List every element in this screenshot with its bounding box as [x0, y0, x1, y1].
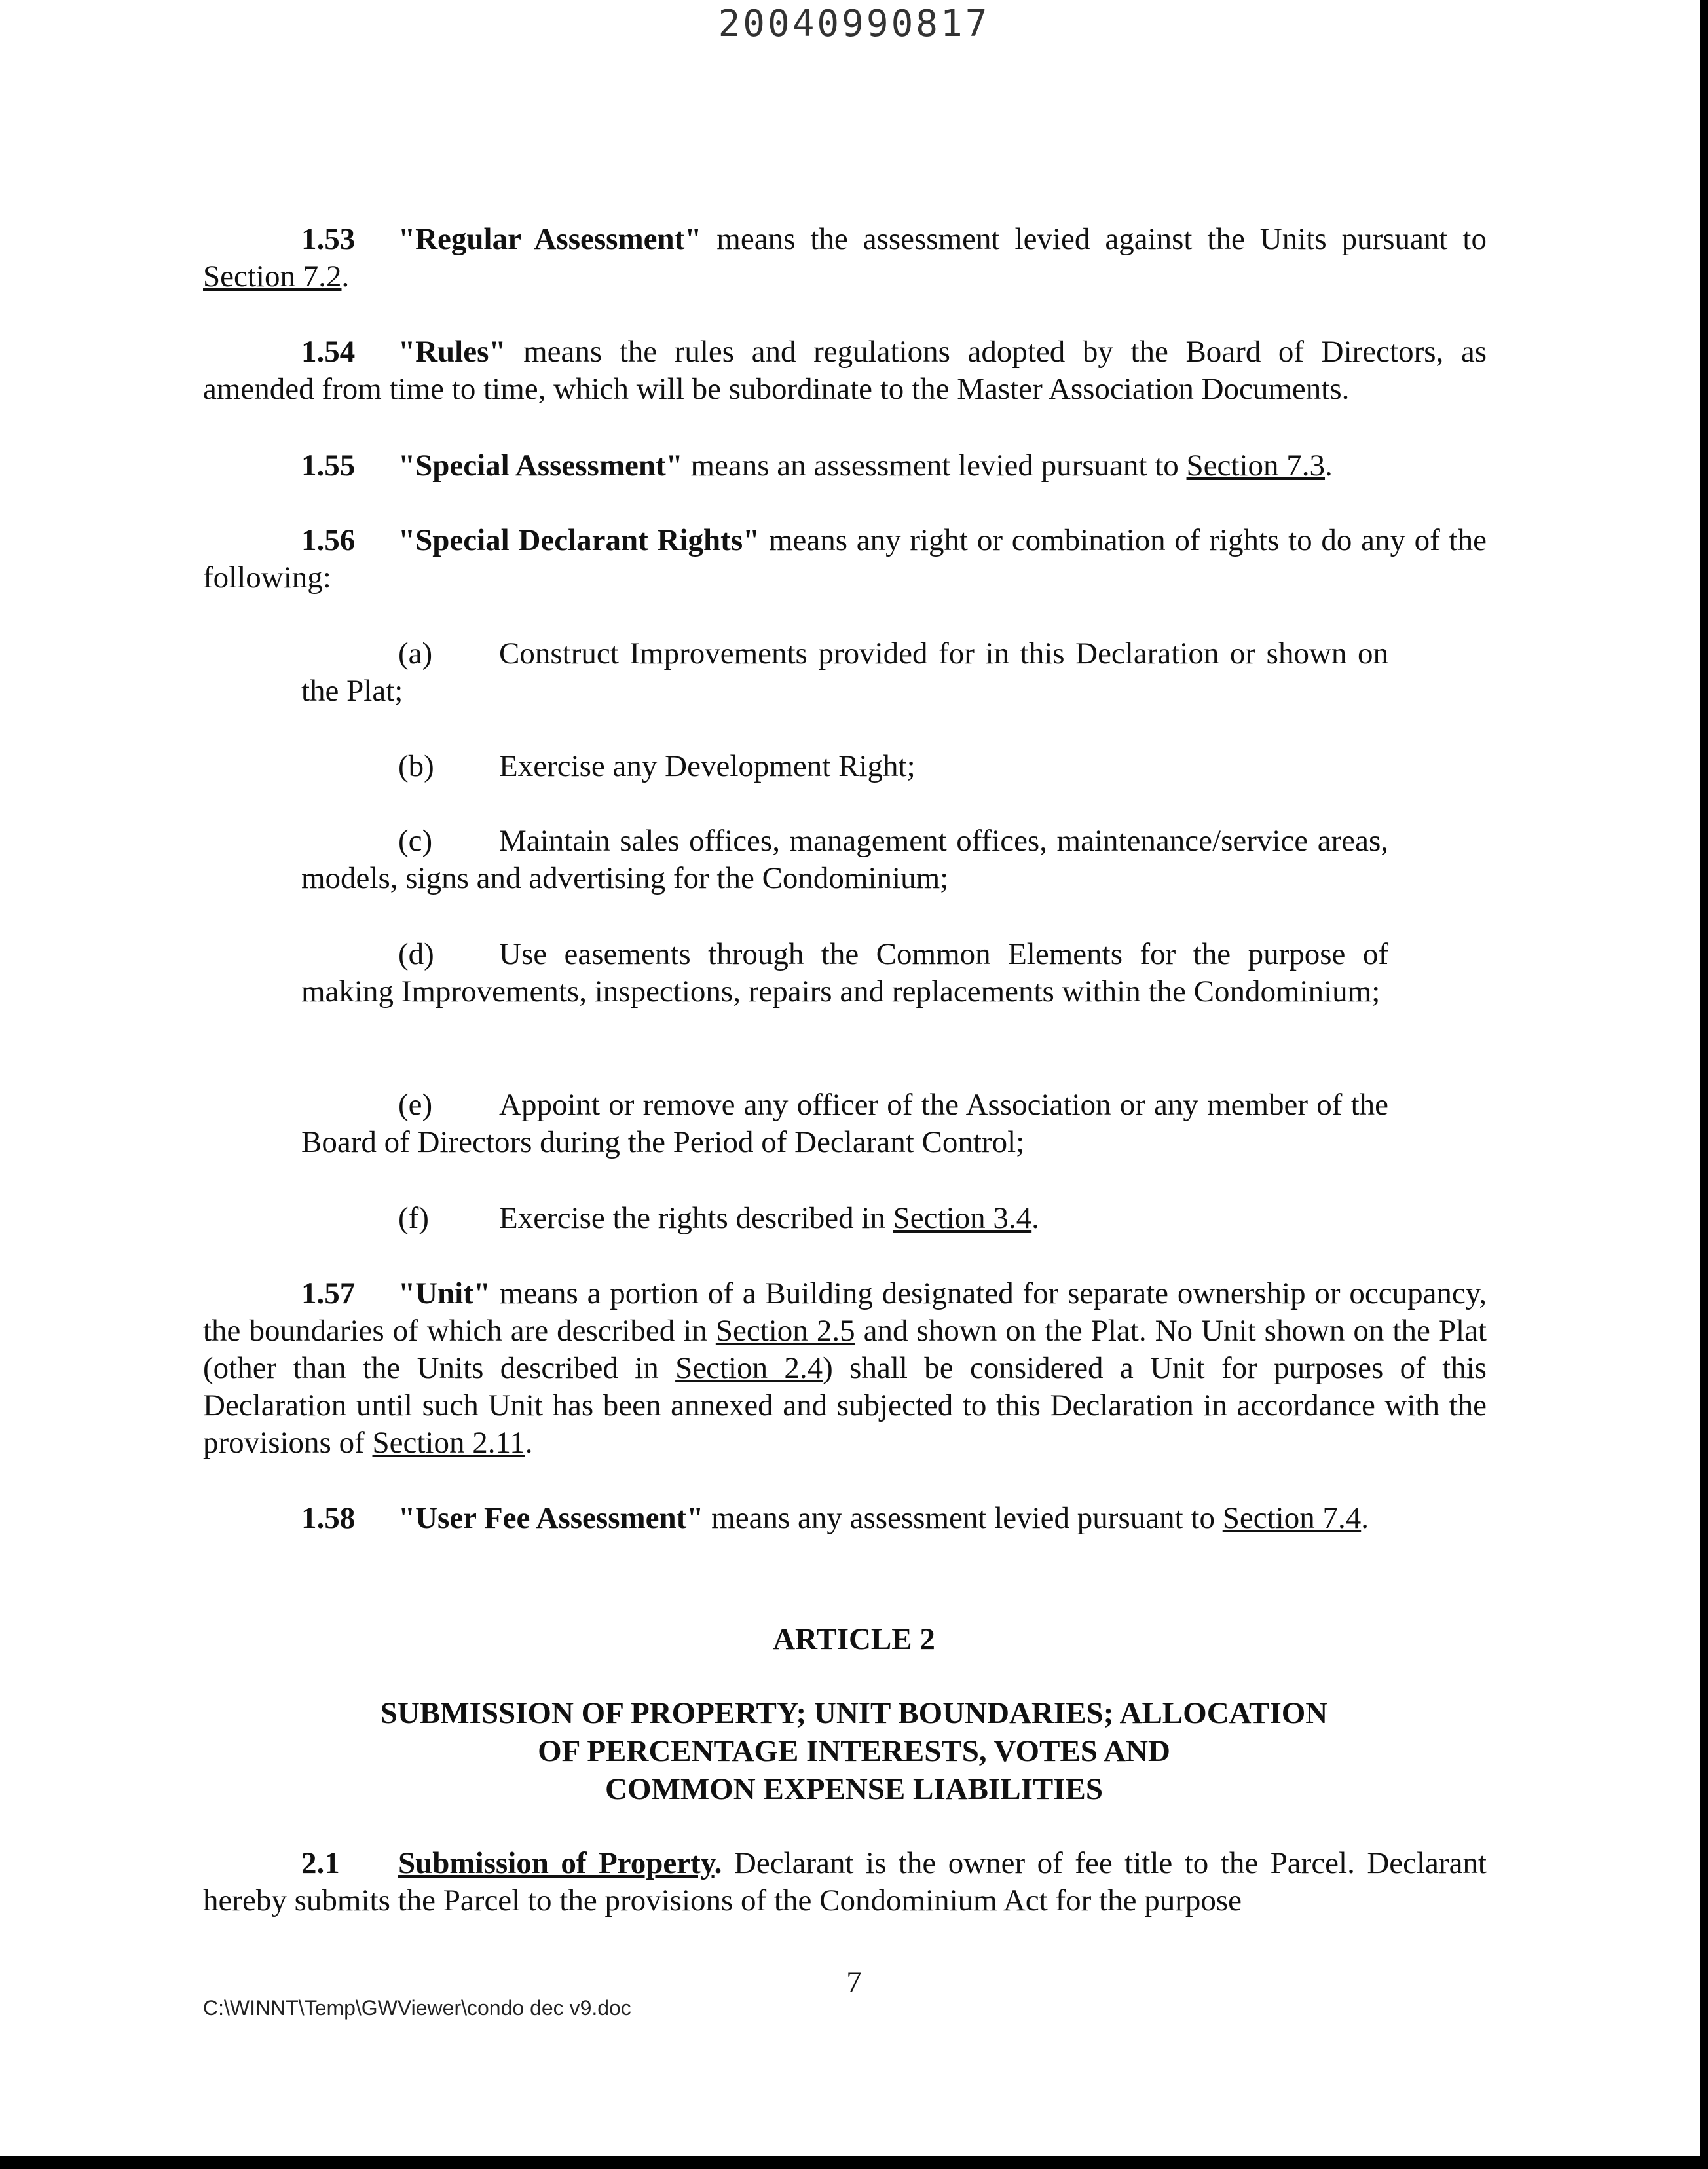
sub-item-letter: (e) — [398, 1088, 433, 1122]
sub-item-text: Use easements through the Common Elements for the purpose of making Improvements, inspections, repairs and replacements within the Condominium; — [301, 937, 1388, 1009]
definition-term: "Special Assessment" — [398, 449, 683, 483]
sub-item-letter: (d) — [398, 937, 434, 971]
sub-item-c — [301, 823, 1388, 897]
section-title: Submission of Property — [398, 1846, 715, 1880]
section-text: Declarant is the owner of fee title to the Parcel. Declarant hereby submits the Parcel to the provisions of the Condominium Act for the purpose — [203, 1846, 1487, 1918]
footer-file-path: C:\WINNT\Temp\GWViewer\condo dec v9.doc — [203, 1996, 631, 2020]
definition-term: "Rules" — [398, 335, 506, 369]
section-reference-link[interactable]: Section 2.11 — [372, 1426, 525, 1460]
sub-item-text: Construct Improvements provided for in this Declaration or shown on the Plat; — [301, 637, 1388, 708]
sub-item-text: Exercise any Development Right; — [499, 749, 916, 783]
definition-term: "User Fee Assessment" — [398, 1501, 704, 1535]
definition-1-54 — [203, 333, 1487, 408]
sub-item-letter: (f) — [398, 1201, 429, 1235]
sub-item-letter: (c) — [398, 824, 433, 858]
sub-item-a — [301, 635, 1388, 710]
section-reference-link[interactable]: Section 7.3 — [1186, 449, 1326, 483]
sub-item-text: Maintain sales offices, management offices, maintenance/service areas, models, signs and advertising for the Condominium; — [301, 824, 1388, 895]
definition-term: "Special Declarant Rights" — [398, 523, 760, 557]
definition-text: means the rules and regulations adopted by the Board of Directors, as amended from time to time, which will be subordinate to the Master Association Documents. — [203, 335, 1487, 406]
section-reference-link[interactable]: Section 7.2 — [203, 259, 342, 293]
definition-number: 1.54 — [301, 335, 356, 369]
section-reference-link[interactable]: Section 7.4 — [1222, 1501, 1362, 1535]
sub-item-text: Appoint or remove any officer of the Association or any member of the Board of Directors during the Period of Declarant Control; — [301, 1088, 1388, 1159]
definition-number: 1.57 — [301, 1276, 356, 1310]
article-title-line: OF PERCENTAGE INTERESTS, VOTES AND — [538, 1734, 1170, 1768]
article-title — [0, 1694, 1708, 1808]
section-reference-link[interactable]: Section 2.5 — [715, 1314, 855, 1348]
definition-term: "Unit" — [398, 1276, 491, 1310]
definition-text: means an assessment levied pursuant to — [682, 449, 1187, 483]
sub-item-e — [301, 1086, 1388, 1161]
definition-1-58: 1.58 "User Fee Assessment" means any assessment levied pursuant to Section 7.4. — [203, 1500, 1487, 1537]
sub-item-d — [301, 936, 1388, 1010]
sub-item-text: Exercise the rights described in — [499, 1201, 893, 1235]
definition-1-55: 1.55 "Special Assessment" means an assessment levied pursuant to Section 7.3. — [203, 447, 1487, 485]
definition-text: means the assessment levied against the Units pursuant to — [701, 222, 1487, 256]
section-reference-link[interactable]: Section 2.4 — [675, 1351, 823, 1385]
page-number: 7 — [846, 1965, 862, 1999]
sub-item-letter: (b) — [398, 749, 434, 783]
section-2-1: 2.1 Submission of Property. Declarant is the owner of fee title to the Parcel. Declarant hereby submits the Parcel to the provisions of the Condominium Act for the purpose — [203, 1846, 1487, 1918]
article-title-line: SUBMISSION OF PROPERTY; UNIT BOUNDARIES; ALLOCATION — [380, 1696, 1328, 1730]
definition-number: 1.56 — [301, 523, 356, 557]
sub-item-b — [301, 748, 1388, 785]
article-title-line: COMMON EXPENSE LIABILITIES — [605, 1772, 1103, 1806]
sub-item-f: (f) Exercise the rights described in Section 3.4. — [301, 1200, 1388, 1237]
definition-1-53: 1.53 "Regular Assessment" means the assessment levied against the Units pursuant to Section 7.2. — [203, 222, 1487, 293]
definition-1-56 — [203, 522, 1487, 597]
definition-term: "Regular Assessment" — [398, 222, 702, 256]
section-number: 2.1 — [301, 1846, 340, 1880]
section-reference-link[interactable]: Section 3.4 — [893, 1201, 1032, 1235]
definition-number: 1.53 — [301, 222, 356, 256]
definition-text: means any right or combination of rights to do any of the following: — [203, 523, 1487, 595]
definition-text: means any assessment levied pursuant to — [703, 1501, 1223, 1535]
sub-item-letter: (a) — [398, 637, 433, 671]
definition-number: 1.55 — [301, 449, 356, 483]
article-label: ARTICLE 2 — [773, 1622, 935, 1656]
definition-number: 1.58 — [301, 1501, 356, 1535]
definition-1-57: 1.57 "Unit" means a portion of a Building designated for separate ownership or occupancy, the boundaries of which are described in Section 2.5 and shown on the Plat. No Unit shown on the Plat (other than the Units described in Section 2.4) shall be considered a Unit for purposes of this Declaration until such Unit has been annexed and subjected to this Declaration in accordance with the provisions of Section 2.11. — [203, 1276, 1487, 1460]
document-number: 20040990817 — [718, 3, 990, 45]
